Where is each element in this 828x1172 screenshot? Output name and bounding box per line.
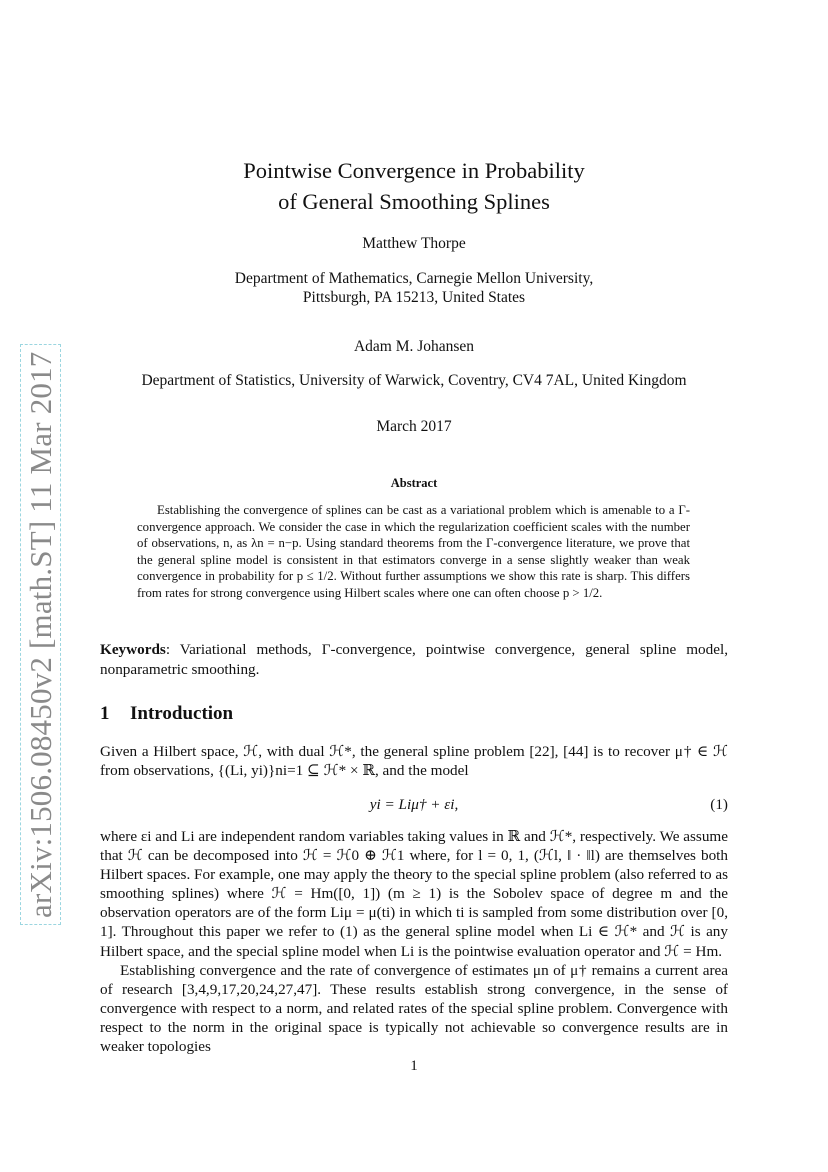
keywords-label: Keywords [100,641,166,658]
abstract-text: Establishing the convergence of splines can be cast as a variational problem which is amenable to a Γ-convergence approach. We consider the case in which the regularization coefficient scales with the number of observations, n, as λn = n−p. Using standard theorems from the Γ-convergence literature, we prove that the general spline model is consistent in that estimators converge in a sense slightly weaker than weak convergence in probability for p ≤ 1/2. Without further assumptions we show this rate is sharp. This differs from rates for strong convergence using Hilbert scales where one can often choose p > 1/2. [137,503,690,600]
author-2-affiliation: Department of Statistics, University of Warwick, Coventry, CV4 7AL, United Kingdom [141,372,687,389]
paper-date: March 2017 [376,418,452,435]
section-number: 1 [100,703,110,724]
intro-paragraph-2: where εi and Li are independent random variables taking values in ℝ and ℋ*, respectively. We assume that ℋ can be decomposed into ℋ = ℋ0 ⊕ ℋ1 where, for l = 0, 1, (ℋl, ‖ · ‖l) are themselves both Hilbert spaces. For example, one may apply the theory to the special spline problem (also referred to as smoothing splines) where ℋ = Hm([0, 1]) (m ≥ 1) is the Sobolev space of degree m and the observation operators are of the form Liμ = μ(ti) in which ti is sampled from some distribution over [0, 1]. Throughout this paper we refer to (1) as the general spline model when Li ∈ ℋ* and ℋ is any Hilbert space, and the special spline model when Li is the pointwise evaluation operator and ℋ = Hm. [100,828,728,960]
keywords-text: : Variational methods, Γ-convergence, pointwise convergence, general spline model, nonparametric smoothing. [100,641,728,678]
intro-paragraph-3: Establishing convergence and the rate of convergence of estimates μn of μ† remains a current area of research [3,4,9,17,20,24,27,47]. These results establish strong convergence, in the sense of convergence with respect to a norm, and related rates of the special spline problem. Convergence with respect to the norm in the original space is typically not achievable so convergence results are in weaker topologies [100,962,728,1056]
abstract-body [137,502,690,602]
title-line-2: of General Smoothing Splines [278,189,550,214]
author-2-name: Adam M. Johansen [353,338,475,355]
section-heading [100,703,233,725]
author-1-affiliation-line-2: Pittsburgh, PA 15213, United States [302,289,526,306]
equation-body: yi = Liμ† + εi, [369,796,459,813]
section-title: Introduction [130,703,234,724]
intro-paragraph-1: Given a Hilbert space, ℋ, with dual ℋ*, the general spline problem [22], [44] is to recover μ† ∈ ℋ from observations, {(Li, yi)}ni=1 ⊆ ℋ* × ℝ, and the model [100,743,728,780]
abstract-heading: Abstract [390,476,438,490]
paper-title [0,155,828,217]
equation-tag: (1) [710,796,728,813]
page-number: 1 [410,1058,418,1074]
arxiv-stamp: arXiv:1506.08450v2 [math.ST] 11 Mar 2017 [20,345,61,926]
author-1-affiliation-line-1: Department of Mathematics, Carnegie Mellon University, [234,270,594,287]
keywords [100,640,728,680]
title-line-1: Pointwise Convergence in Probability [243,158,585,183]
author-1-name: Matthew Thorpe [362,235,466,252]
